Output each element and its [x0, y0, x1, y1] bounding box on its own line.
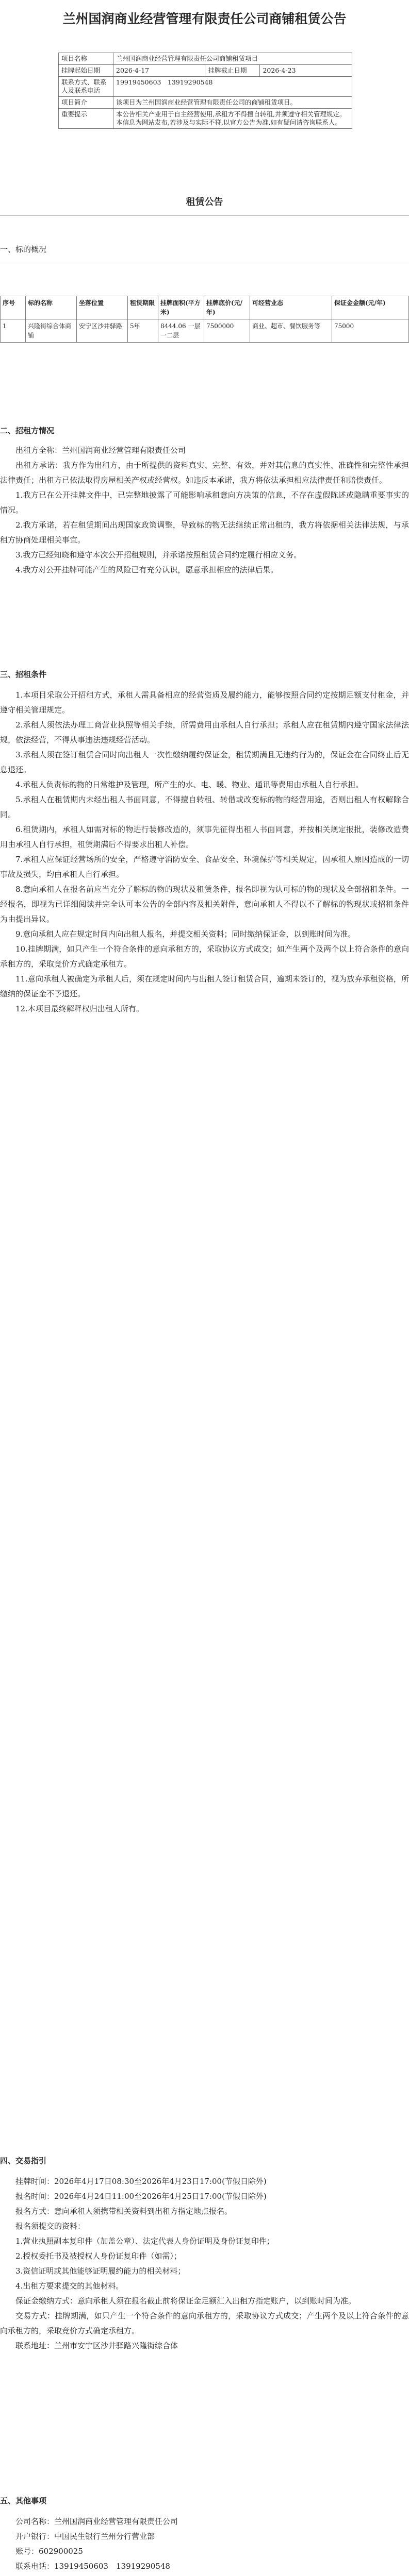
paragraph: 2.承租人须依法办理工商营业执照等相关手续，所需费用由承租人自行承担；承租人应在租赁期内遵守国家法律法规，依法经营，不得从事违法违规经营活动。 [0, 720, 409, 744]
column-header: 挂牌面积(平方米) [158, 296, 204, 319]
paragraph: 3.资信证明或其他能够证明履约能力的相关材料； [15, 2266, 186, 2276]
table-row [1, 319, 409, 343]
paragraph: 出租方承诺：我方作为出租方，由于所提供的资料真实、完整、有效，并对其信息的真实性、准确性和完整性承担法律责任；出租方已依法取得房屋相关产权或经营权。如违反本承诺，我方将依法承担相应法律责任和赔偿责任。 [0, 461, 409, 485]
paragraph: 10.挂牌期满，如只产生一个符合条件的意向承租方的，采取协议方式成交；如产生两个及两个以上符合条件的意向承租方的，采取竞价方式确定承租方。 [0, 944, 409, 969]
section-heading-1: 一、标的概况 [0, 245, 47, 254]
paragraph: 交易方式：挂牌期满，如只产生一个符合条件的意向承租方的，采取协议方式成交；产生两个及以上符合条件的意向承租方的，采取竞价方式确定承租方。 [0, 2311, 409, 2335]
paragraph: 3.我方已经知晓和遵守本次公开招租规则，并承诺按照租赁合同约定履行相应义务。 [15, 550, 302, 560]
paragraph: 1.营业执照副本复印件（加盖公章）、法定代表人身份证明及身份证复印件； [15, 2236, 274, 2246]
table-row [59, 65, 352, 77]
table-cell: 兴隆街综合体商铺 [26, 319, 77, 343]
section-heading-4: 四、交易指引 [0, 2156, 47, 2165]
column-header: 可经营业态 [250, 296, 332, 319]
info-value: 19919450603 13919290548 [113, 77, 352, 97]
info-value: 2026-4-17 [113, 65, 205, 77]
column-header: 挂牌底价(元/年) [204, 296, 250, 319]
paragraph: 8.意向承租人在报名前应当充分了解标的物的现状及租赁条件，报名即视为认可标的物的现状及全部招租条件。一经报名，即视为已详细阅读并完全认可本公告的全部内容及相关附件，意向承租人不得以不了解标的物现状或招租条件为由提出异议。 [0, 885, 409, 924]
info-value: 2026-4-23 [260, 65, 352, 77]
paragraph: 保证金缴纳方式：意向承租人须在报名截止前将保证金足额汇入出租方指定账户，以到账时间为准。 [15, 2296, 356, 2306]
paragraph: 7.承租人应保证经营场所的安全，严格遵守消防安全、食品安全、环境保护等相关规定，因承租人原因造成的一切事故及损失，均由承租人自行承担。 [0, 855, 409, 879]
info-label: 挂牌截止日期 [205, 65, 260, 77]
paragraph: 联系地址：兰州市安宁区沙井驿路兴隆街综合体 [15, 2341, 178, 2350]
paragraph: 1.我方已在公开挂牌文件中，已完整地披露了可能影响承租意向方决策的信息，不存在虚假陈述或隐瞒重要事实的情况。 [0, 490, 409, 515]
page-title: 兰州国润商业经营管理有限责任公司商铺租赁公告 [62, 11, 347, 26]
column-header: 序号 [1, 296, 26, 319]
contact-line [0, 2574, 409, 2576]
paragraph: 3.承租人须在签订租赁合同时向出租人一次性缴纳履约保证金，租赁期满且无违约行为的，保证金在合同终止后无息退还。 [0, 750, 409, 774]
section-5-body [0, 2514, 409, 2576]
table-cell: 安宁区沙井驿路 [77, 319, 128, 343]
section-2-body [0, 443, 409, 578]
paragraph: 4.出租方要求提交的其他材料。 [15, 2281, 124, 2291]
info-label: 项目名称 [59, 53, 113, 65]
paragraph: 12.本项目最终解释权归出租人所有。 [15, 1004, 144, 1013]
column-header: 保证金金额(元/年) [332, 296, 409, 319]
column-header: 标的名称 [26, 296, 77, 319]
paragraph: 报名时间：2026年4月24日11:00至2026年4月25日17:00(节假日除外) [15, 2192, 267, 2201]
table-cell: 商业、超市、餐饮服务等 [250, 319, 332, 343]
contact-line: 开户银行：中国民生银行兰州分行营业部 [15, 2532, 155, 2541]
contact-line: 联系电话：13919450603 13919290548 [15, 2562, 170, 2571]
column-header: 坐落位置 [77, 296, 128, 319]
section-3-body [0, 688, 409, 1016]
info-value: 本公告相关产业用于自主经营使用,承租方不得擅自转租,并须遵守相关管理规定。本信息为网站发布,若涉及与实际不符,以官方公告为准,如有疑问请咨询联系人。 [113, 109, 352, 129]
project-table [0, 296, 409, 343]
project-info-table [58, 53, 352, 129]
section-heading-2: 二、招租方情况 [0, 426, 55, 435]
table-cell: 75000 [332, 319, 409, 343]
table-row [59, 109, 352, 129]
table-row [59, 77, 352, 97]
paragraph: 报名须提交的资料： [15, 2222, 86, 2231]
paragraph: 4.我方对公开挂牌可能产生的风险已有充分认识，愿意承担相应的法律后果。 [15, 565, 279, 574]
info-value: 兰州国润商业经营管理有限责任公司商铺租赁项目 [113, 53, 352, 65]
info-label: 重要提示 [59, 109, 113, 129]
section-heading-3: 三、招租条件 [0, 670, 47, 679]
table-cell: 7500000 [204, 319, 250, 343]
paragraph: 4.承租人负责标的物的日常维护及管理，所产生的水、电、暖、物业、通讯等费用由承租人自行承担。 [15, 780, 364, 789]
paragraph: 2.我方承诺，若在租赁期间出现国家政策调整，导致标的物无法继续正常出租的，我方将依据相关法律法规，与承租方协商处理相关事宜。 [0, 520, 409, 545]
paragraph: 5.承租人在租赁期内未经出租人书面同意，不得擅自转租、转借或改变标的物的经营用途，否则出租人有权解除合同。 [0, 795, 409, 819]
info-value: 该项目为兰州国润商业经营管理有限责任公司的商铺租赁项目。 [113, 97, 352, 109]
table-row [59, 97, 352, 109]
paragraph: 报名方式：意向承租人须携带相关资料到出租方指定地点报名。 [15, 2207, 233, 2216]
paragraph: 6.租赁期内，承租人如需对标的物进行装修改造的，须事先征得出租人书面同意，并按相关规定报批，装修改造费用由承租人自行承担，租赁期满后不得要求出租人补偿。 [0, 825, 409, 849]
paragraph: 2.授权委托书及被授权人身份证复印件（如需）； [15, 2251, 182, 2261]
table-header-row [1, 296, 409, 319]
table-cell: 5年 [128, 319, 158, 343]
paragraph: 挂牌时间：2026年4月17日08:30至2026年4月23日17:00(节假日除外) [15, 2177, 267, 2186]
contact-line: 公司名称：兰州国润商业经营管理有限责任公司 [15, 2517, 178, 2526]
divider [0, 215, 409, 216]
info-label: 挂牌起始日期 [59, 65, 113, 77]
info-label: 联系方式、联系人及联系电话 [59, 77, 113, 97]
table-cell: 1 [1, 319, 26, 343]
table-cell: 8444.06 一层一二层 [158, 319, 204, 343]
paragraph: 1.本项目采取公开招租方式，承租人需具备相应的经营资质及履约能力，能够按照合同约定按期足额支付租金，并遵守相关管理规定。 [0, 690, 409, 715]
column-header: 租赁期限 [128, 296, 158, 319]
info-label: 项目简介 [59, 97, 113, 109]
contact-line: 账号：602900025 [15, 2547, 83, 2556]
paragraph: 9.意向承租人应在规定时间内向出租人报名，并提交相关资料；同时缴纳保证金，以到账时间为准。 [15, 929, 356, 939]
paragraph: 11.意向承租人被确定为承租人后，须在规定时间内与出租人签订租赁合同，逾期未签订的，视为放弃承租资格，所缴纳的保证金不予退还。 [0, 974, 409, 998]
section-title: 租赁公告 [186, 197, 223, 208]
paragraph: 出租方全称：兰州国润商业经营管理有限责任公司 [15, 446, 186, 455]
section-heading-5: 五、其他事项 [0, 2496, 47, 2505]
section-4-body [0, 2174, 409, 2353]
table-row [59, 53, 352, 65]
